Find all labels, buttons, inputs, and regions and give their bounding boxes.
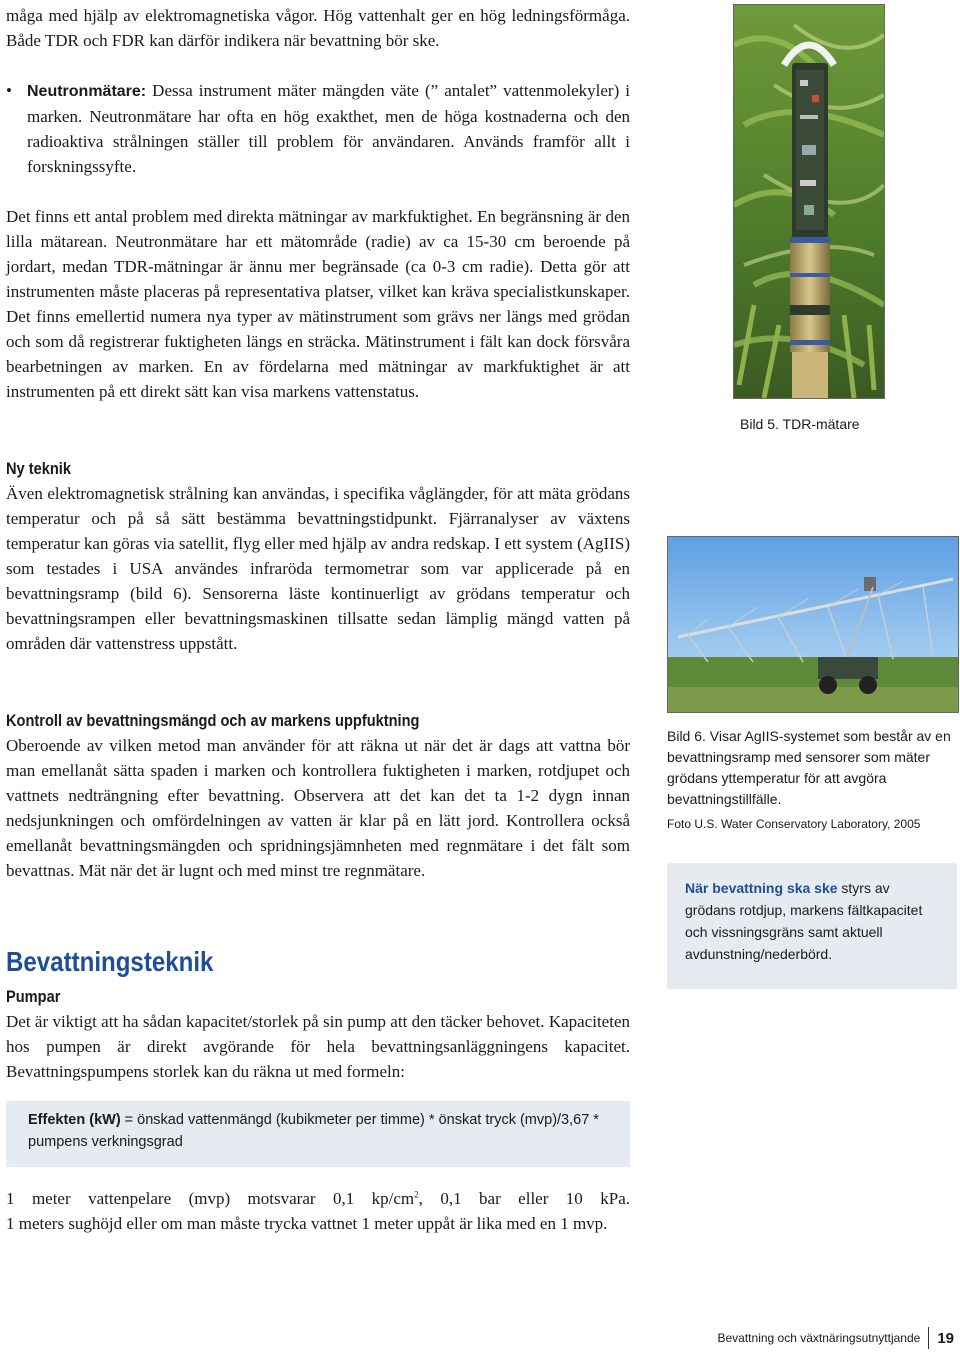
irrigation-ramp-illustration (668, 537, 958, 712)
conversion-text (6, 1186, 630, 1236)
page-number: 19 (937, 1329, 954, 1347)
irrigation-ramp-photo (667, 536, 959, 713)
conversion-line-2: 1 meters sughöjd eller om man måste trycka vattnet 1 meter uppåt är lika med en 1 mvp. (6, 1214, 608, 1233)
ny-teknik-text: Även elektromagnetisk strålning kan användas, i specifika våglängder, för att mäta grödans temperatur och på så sätt bestämma bevattningstidpunkt. Fjärranalyser av växtens temperatur kan göras via satellit, flyg eller med hjälp av andra redskap. I ett system (AgIIS) som testades i USA användes infraröda termometrar som var applicerade på en bevattningsramp (bild 6). Sensorerna läste kontinuerligt av grödans temperatur och bevattningsrampen eller bevattningsmaskinen tillsatte sedan lämplig mängd vatten på områden där vattenstress uppstått. (6, 484, 630, 653)
figure5-caption: Bild 5. TDR-mätare (740, 416, 860, 432)
section-kontroll (6, 708, 630, 883)
section-ny-teknik (6, 456, 630, 656)
bullet-text (27, 78, 630, 179)
problem-paragraph: Det finns ett antal problem med direkta mätningar av markfuktighet. En begränsning är den lilla mätarean. Neutronmätare har ett mätområde (radie) av ca 15-30 cm beroende på jordart, medan TDR-mätningar är ännu mer begränsade (ca 0-3 cm radie). Detta gör att instrumenten måste placeras på representativa platser, vilket kan kräva specialistkunskaper. Det finns emellertid numera nya typer av mätinstrument som grävs ner längs med grödan och som då registrerar fuktigheten längs en sträcka. Mätinstrument i fält kan dock försvåra bearbetningen av marken. En av fördelarna med mätningar av markfuktighet är att instrumenten på ett direkt sätt kan visa markens vattenstatus. (6, 207, 630, 401)
bullet-body: Dessa instrument mäter mängden väte (” antalet” vattenmolekyler) i marken. Neutronmätare har ofta en hög exakthet, men de höga kostnaderna och den radioaktiva strålningen ställer till problem för användaren. Används framför allt i forskningssyfte. (27, 81, 630, 176)
bevattningsteknik-title: Bevattningsteknik (6, 946, 214, 977)
conversion-line-1a: 1 meter vattenpelare (mvp) motsvarar 0,1 kp/cm (6, 1189, 415, 1208)
conversion-line-1b: , 0,1 bar eller 10 kPa. (418, 1189, 630, 1208)
pumpar-heading: Pumpar (6, 987, 61, 1006)
intro-paragraph: måga med hjälp av elektromagnetiska vågor. Hög vattenhalt ger en hög ledningsförmåga. Både TDR och FDR kan därför indikera när bevattning bör ske. (6, 6, 630, 50)
conversion-line-1 (6, 1186, 630, 1211)
formula-box (6, 1101, 630, 1167)
pumpar-text: Det är viktigt att ha sådan kapacitet/storlek på sin pump att den täcker behovet. Kapaciteten hos pumpen är direkt avgörande för hela bevattningsanläggningens kapacitet. Bevattningspumpens storlek kan du räkna ut med formeln: (6, 1012, 630, 1081)
footer-title: Bevattning och växtnäringsutnyttjande (717, 1331, 921, 1345)
bullet-neutronmatare (6, 78, 630, 179)
info-box (667, 863, 957, 989)
ny-teknik-heading: Ny teknik (6, 459, 72, 478)
footer-separator (928, 1327, 929, 1349)
bullet-term: Neutronmätare: (27, 83, 147, 100)
kontroll-text: Oberoende av vilken metod man använder för att räkna ut när det är dags att vattna bör man emellanåt sätta spaden i marken och kontrollera fuktigheten i marken, rotdjupet och vattnets nedträngning efter bevattning. Observera att det kan det ta 1-2 dygn innan nedsjunkningen och omfördelningen av vatten är klar på en lätt jord. Kontrollera också emellanåt bevattningsmängden och spridningsjämnheten med regnmätare i det fält som bevattnas. Mät när det är lugnt och med minst tre regnmätare. (6, 736, 630, 880)
formula-term: Effekten (kW) (28, 1112, 121, 1128)
formula-text: = önskad vattenmängd (kubikmeter per timme) * önskat tryck (mvp)/3,67 * pumpens verkningsgrad (28, 1112, 599, 1150)
tdr-meter-photo (733, 4, 885, 399)
tdr-meter-illustration (734, 5, 884, 398)
section-bevattningsteknik (6, 945, 630, 1084)
bullet-dot-icon: • (6, 81, 12, 100)
figure6-caption-block (667, 726, 957, 833)
info-box-text: styrs av grödans rotdjup, markens fältkapacitet och vissningsgräns samt aktuell avdunstning/nederbörd. (685, 880, 923, 962)
info-box-highlight: När bevattning ska ske (685, 880, 838, 896)
conversion-sup: 2 (414, 1189, 419, 1200)
figure6-caption: Bild 6. Visar AgIIS-systemet som består av en bevattningsramp med sensorer som mäter grödans yttemperatur för att avgöra bevattningstillfälle. (667, 728, 951, 807)
kontroll-heading: Kontroll av bevattningsmängd och av markens uppfuktning (6, 711, 420, 730)
page-footer (718, 1327, 955, 1349)
figure6-credit: Foto U.S. Water Conservatory Laboratory, 2005 (667, 817, 921, 831)
